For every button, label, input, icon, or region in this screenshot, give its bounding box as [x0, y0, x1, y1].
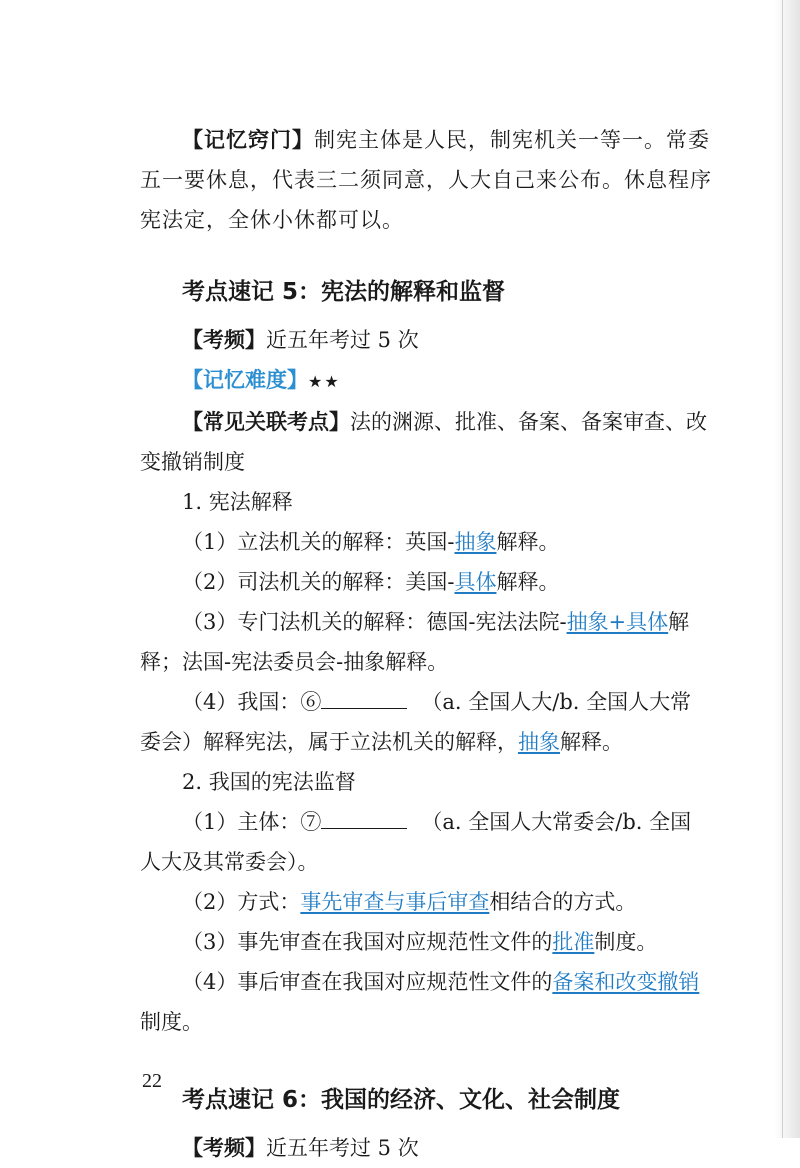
item-text: （a. 全国人大/b. 全国人大常委会）解释宪法，属于立法机关的解释，: [140, 690, 692, 754]
memory-trick-text: 制宪主体是人民，制宪机关一等一。常委五一要休息，代表三二须同意，人大自己来公布。休息程序宪法定，全休小休都可以。: [140, 128, 712, 232]
answer-abstract-concrete: 抽象+具体: [566, 610, 669, 634]
item-text: （4）我国：⑥: [182, 690, 322, 714]
item-text: 相结合的方式。: [489, 890, 637, 914]
section6-title: 考点速记 6：我国的经济、文化、社会制度: [182, 1087, 621, 1113]
item-text: （2）方式：: [182, 890, 301, 914]
interpretation-item-1: [140, 522, 712, 562]
interpretation-item-4: [140, 682, 712, 762]
difficulty-stars: ★★: [308, 372, 341, 391]
item-text: 制度。: [594, 930, 658, 954]
section5-related-points: [140, 402, 712, 482]
fill-blank-6[interactable]: [321, 690, 407, 709]
item-text: （a. 全国人大常委会/b. 全国人大及其常委会）。: [140, 810, 692, 874]
section5-difficulty: [140, 360, 712, 402]
item-text: 解释；法国-宪法委员会-抽象解释。: [140, 610, 690, 674]
answer-approval: 批准: [552, 930, 595, 954]
interpretation-heading: 1. 宪法解释: [182, 490, 293, 514]
interpretation-item-2: [140, 562, 712, 602]
answer-review-methods: 事先审查与事后审查: [300, 890, 490, 914]
answer-abstract: 抽象: [518, 730, 560, 754]
item-text: （1）立法机关的解释：英国-: [182, 530, 455, 554]
section5-frequency: [140, 320, 712, 360]
answer-concrete: 具体: [454, 570, 497, 594]
supervision-item-3: [140, 922, 712, 962]
page-number: 22: [142, 1070, 162, 1092]
item-text: （3）专门法机关的解释：德国-宪法法院-: [182, 610, 567, 634]
related-tag: 【常见关联考点】: [182, 410, 350, 434]
section5-title: 考点速记 5：宪法的解释和监督: [182, 279, 506, 305]
frequency-tag: 【考频】: [182, 1136, 266, 1160]
frequency-tag: 【考频】: [182, 328, 266, 352]
related-text: 法的渊源、批准、备案、备案审查、改变撤销制度: [140, 410, 707, 474]
frequency-text: 近五年考过 5 次: [266, 328, 419, 352]
difficulty-tag: 【记忆难度】: [182, 368, 308, 392]
interpretation-item-3: [140, 602, 712, 682]
fill-blank-7[interactable]: [321, 810, 407, 829]
answer-abstract: 抽象: [454, 530, 497, 554]
answer-filing-revocation: 备案和改变撤销: [552, 970, 700, 994]
supervision-item-4: [140, 962, 712, 1042]
item-text: （1）主体：⑦: [182, 810, 322, 834]
item-text: 解释。: [496, 570, 560, 594]
item-text: 解释。: [560, 730, 623, 754]
item-text: （3）事先审查在我国对应规范性文件的: [182, 930, 553, 954]
item-text: （2）司法机关的解释：美国-: [182, 570, 455, 594]
memory-trick-tag: 【记忆窍门】: [182, 128, 314, 152]
supervision-item-1: [140, 802, 712, 882]
frequency-text: 近五年考过 5 次: [266, 1136, 419, 1160]
item-text: 解释。: [496, 530, 560, 554]
page-content: [140, 120, 712, 1168]
item-text: 制度。: [140, 1010, 203, 1034]
section6-frequency: [140, 1128, 712, 1168]
page-edge: [774, 0, 800, 1138]
supervision-heading: 2. 我国的宪法监督: [182, 770, 356, 794]
item-text: （4）事后审查在我国对应规范性文件的: [182, 970, 553, 994]
supervision-item-2: [140, 882, 712, 922]
memory-trick-paragraph: [140, 120, 712, 240]
